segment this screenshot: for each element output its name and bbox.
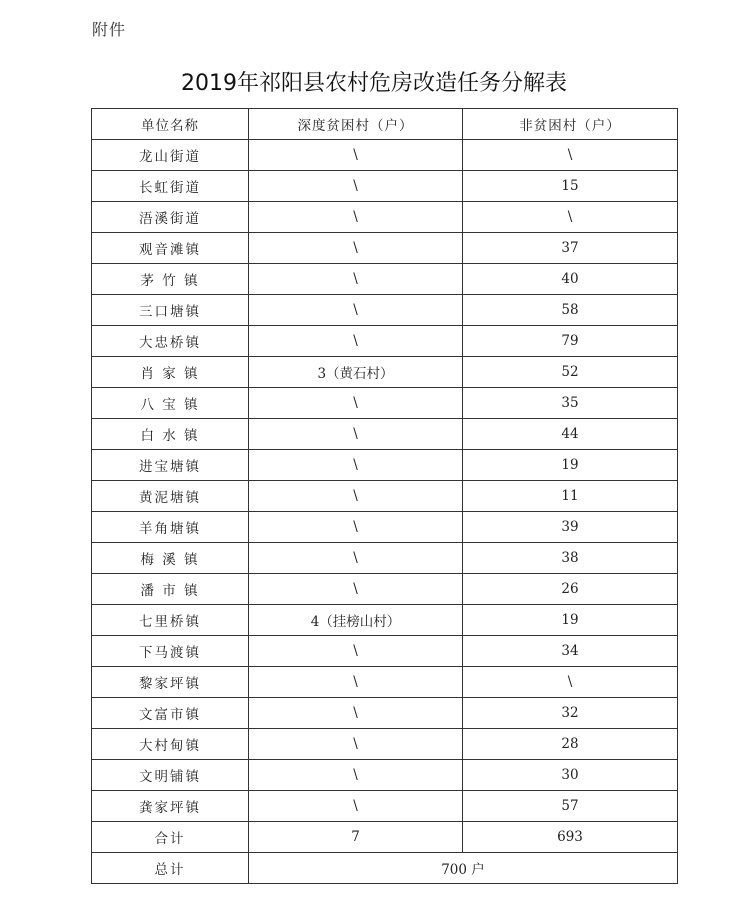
table-row (92, 760, 678, 791)
unit-name-cell: 大忠桥镇 (92, 326, 249, 357)
table-row (92, 295, 678, 326)
attachment-label: 附件 (92, 20, 127, 39)
deep-poverty-cell: \ (249, 667, 463, 698)
non-poverty-cell: 38 (463, 543, 678, 574)
deep-poverty-cell: \ (249, 388, 463, 419)
unit-name-cell: 白 水 镇 (92, 419, 249, 450)
deep-poverty-cell: \ (249, 512, 463, 543)
subtotal-row (92, 822, 678, 853)
unit-name-cell: 大村甸镇 (92, 729, 249, 760)
table-row (92, 729, 678, 760)
table-row (92, 450, 678, 481)
unit-name-cell: 浯溪街道 (92, 202, 249, 233)
unit-name-cell: 黄泥塘镇 (92, 481, 249, 512)
table-row (92, 481, 678, 512)
total-value: 700 户 (249, 853, 678, 884)
unit-name-cell: 羊角塘镇 (92, 512, 249, 543)
deep-poverty-cell: \ (249, 698, 463, 729)
unit-name-cell: 黎家坪镇 (92, 667, 249, 698)
non-poverty-cell: 57 (463, 791, 678, 822)
table-row (92, 388, 678, 419)
non-poverty-cell: \ (463, 202, 678, 233)
table-row (92, 791, 678, 822)
unit-name-cell: 三口塘镇 (92, 295, 249, 326)
non-poverty-cell: 52 (463, 357, 678, 388)
unit-name-cell: 下马渡镇 (92, 636, 249, 667)
non-poverty-cell: 79 (463, 326, 678, 357)
table-row (92, 543, 678, 574)
table-row (92, 171, 678, 202)
unit-name-cell: 梅 溪 镇 (92, 543, 249, 574)
deep-poverty-cell: \ (249, 171, 463, 202)
unit-name-cell: 文明铺镇 (92, 760, 249, 791)
deep-poverty-cell: \ (249, 791, 463, 822)
deep-poverty-cell: \ (249, 419, 463, 450)
unit-name-cell: 文富市镇 (92, 698, 249, 729)
page-title: 2019年祁阳县农村危房改造任务分解表 (181, 71, 567, 96)
header-non-poverty: 非贫困村（户） (463, 109, 678, 140)
deep-poverty-cell: \ (249, 264, 463, 295)
non-poverty-cell: 11 (463, 481, 678, 512)
table-row (92, 698, 678, 729)
deep-poverty-cell: \ (249, 295, 463, 326)
table-header-row (92, 109, 678, 140)
deep-poverty-cell: \ (249, 481, 463, 512)
deep-poverty-cell: \ (249, 450, 463, 481)
non-poverty-cell: \ (463, 140, 678, 171)
table-row (92, 574, 678, 605)
non-poverty-cell: 37 (463, 233, 678, 264)
unit-name-cell: 茅 竹 镇 (92, 264, 249, 295)
header-deep-poverty: 深度贫困村（户） (249, 109, 463, 140)
non-poverty-cell: 40 (463, 264, 678, 295)
deep-poverty-cell: \ (249, 140, 463, 171)
table-row (92, 202, 678, 233)
non-poverty-cell: 30 (463, 760, 678, 791)
unit-name-cell: 观音滩镇 (92, 233, 249, 264)
subtotal-label: 合计 (92, 822, 249, 853)
deep-poverty-cell: \ (249, 543, 463, 574)
deep-poverty-cell: \ (249, 233, 463, 264)
unit-name-cell: 龙山街道 (92, 140, 249, 171)
deep-poverty-cell: \ (249, 636, 463, 667)
non-poverty-cell: 34 (463, 636, 678, 667)
total-label: 总计 (92, 853, 249, 884)
non-poverty-cell: 26 (463, 574, 678, 605)
subtotal-non-poverty: 693 (463, 822, 678, 853)
table-row (92, 512, 678, 543)
deep-poverty-cell: 3（黄石村） (249, 357, 463, 388)
deep-poverty-cell: \ (249, 202, 463, 233)
deep-poverty-cell: \ (249, 760, 463, 791)
unit-name-cell: 长虹街道 (92, 171, 249, 202)
unit-name-cell: 进宝塘镇 (92, 450, 249, 481)
unit-name-cell: 肖 家 镇 (92, 357, 249, 388)
non-poverty-cell: 28 (463, 729, 678, 760)
deep-poverty-cell: 4（挂榜山村） (249, 605, 463, 636)
non-poverty-cell: 35 (463, 388, 678, 419)
unit-name-cell: 潘 市 镇 (92, 574, 249, 605)
table-body (92, 140, 678, 822)
table-row (92, 326, 678, 357)
unit-name-cell: 龚家坪镇 (92, 791, 249, 822)
subtotal-deep-poverty: 7 (249, 822, 463, 853)
task-allocation-table (91, 108, 678, 884)
non-poverty-cell: 19 (463, 605, 678, 636)
table-row (92, 419, 678, 450)
deep-poverty-cell: \ (249, 729, 463, 760)
unit-name-cell: 八 宝 镇 (92, 388, 249, 419)
table-row (92, 667, 678, 698)
deep-poverty-cell: \ (249, 574, 463, 605)
table-row (92, 605, 678, 636)
total-row (92, 853, 678, 884)
unit-name-cell: 七里桥镇 (92, 605, 249, 636)
header-unit-name: 单位名称 (92, 109, 249, 140)
non-poverty-cell: 15 (463, 171, 678, 202)
deep-poverty-cell: \ (249, 326, 463, 357)
non-poverty-cell: \ (463, 667, 678, 698)
non-poverty-cell: 19 (463, 450, 678, 481)
table-row (92, 636, 678, 667)
table-row (92, 357, 678, 388)
non-poverty-cell: 58 (463, 295, 678, 326)
table-row (92, 233, 678, 264)
table-row (92, 264, 678, 295)
non-poverty-cell: 39 (463, 512, 678, 543)
table-row (92, 140, 678, 171)
non-poverty-cell: 44 (463, 419, 678, 450)
non-poverty-cell: 32 (463, 698, 678, 729)
